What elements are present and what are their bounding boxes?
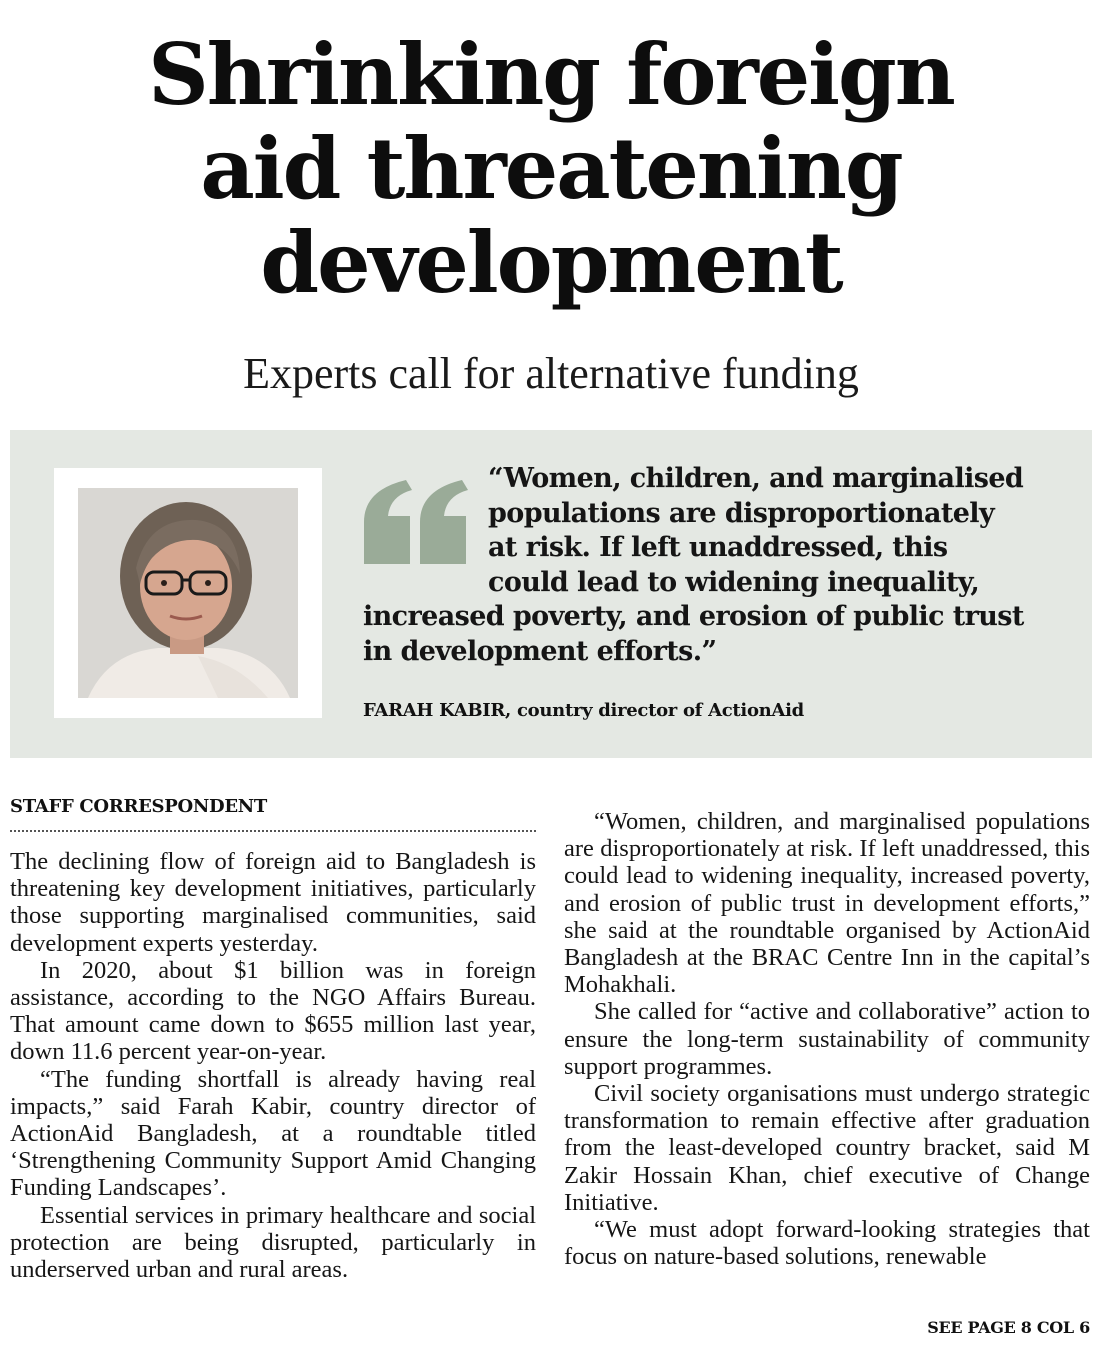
quote-line: could lead to widening inequality,: [488, 566, 980, 598]
article-paragraph: “We must adopt forward-looking strategies that focus on nature-based solutions, renewable: [564, 1216, 1090, 1271]
article-paragraph: She called for “active and collaborative” action to ensure the long-term sustainability of community support programmes.: [564, 998, 1090, 1080]
portrait-illustration: [78, 488, 298, 698]
article-paragraph: “The funding shortfall is already having real impacts,” said Farah Kabir, country director of ActionAid Bangladesh, at a roundtable titled ‘Strengthening Community Support Amid Changing Funding Landscapes’.: [10, 1065, 536, 1202]
quote-attribution: [363, 700, 804, 721]
article-paragraph: Civil society organisations must undergo strategic transformation to remain effective after graduation from the least-developed country bracket, said M Zakir Hossain Khan, chief executive of Change Initiative.: [564, 1080, 1090, 1216]
pull-quote-box: [10, 430, 1092, 758]
byline-divider: [10, 830, 536, 832]
byline: STAFF CORRESPONDENT: [10, 796, 267, 817]
quote-line: “Women, children, and marginalised: [488, 463, 1024, 494]
headline: [0, 25, 1102, 312]
article-paragraph: “Women, children, and marginalised populations are disproportionately at risk. If left unaddressed, this could lead to widening inequality, increased poverty, and erosion of public trust in development efforts,” she said at the roundtable organised by ActionAid Bangladesh at the BRAC Centre Inn in the capital’s Mohakhali.: [564, 808, 1090, 999]
article-paragraph: Essential services in primary healthcare and social protection are being disrupted, particularly in underserved urban and rural areas.: [10, 1201, 536, 1284]
photo-frame: [54, 468, 322, 718]
article-column-right: [564, 808, 1090, 1270]
continuation-reference[interactable]: SEE PAGE 8 COL 6: [927, 1318, 1090, 1337]
quote-line: at risk. If left unaddressed, this: [488, 532, 948, 563]
article-column-left: [10, 848, 536, 1283]
quote-line: increased poverty, and erosion of public trust: [363, 601, 1024, 632]
article-paragraph: In 2020, about $1 billion was in foreign assistance, according to the NGO Affairs Bureau. That amount came down to $655 million last year, down 11.6 percent year-on-year.: [10, 956, 536, 1066]
headline-line: development: [260, 213, 842, 312]
quote-line: in development efforts.”: [363, 635, 717, 667]
attribution-name: FARAH KABIR,: [363, 700, 512, 721]
pull-quote-text: [363, 462, 1063, 669]
subheadline: Experts call for alternative funding: [243, 349, 859, 398]
headline-line: aid threatening: [200, 119, 902, 218]
headline-line: Shrinking foreign: [148, 25, 954, 124]
article-paragraph: The declining flow of foreign aid to Bangladesh is threatening key development initiatives, particularly those supporting marginalised communities, said development experts yesterday.: [10, 848, 536, 957]
portrait-photo: [78, 488, 298, 698]
attribution-title: country director of ActionAid: [511, 700, 804, 721]
quote-line: populations are disproportionately: [488, 497, 995, 529]
